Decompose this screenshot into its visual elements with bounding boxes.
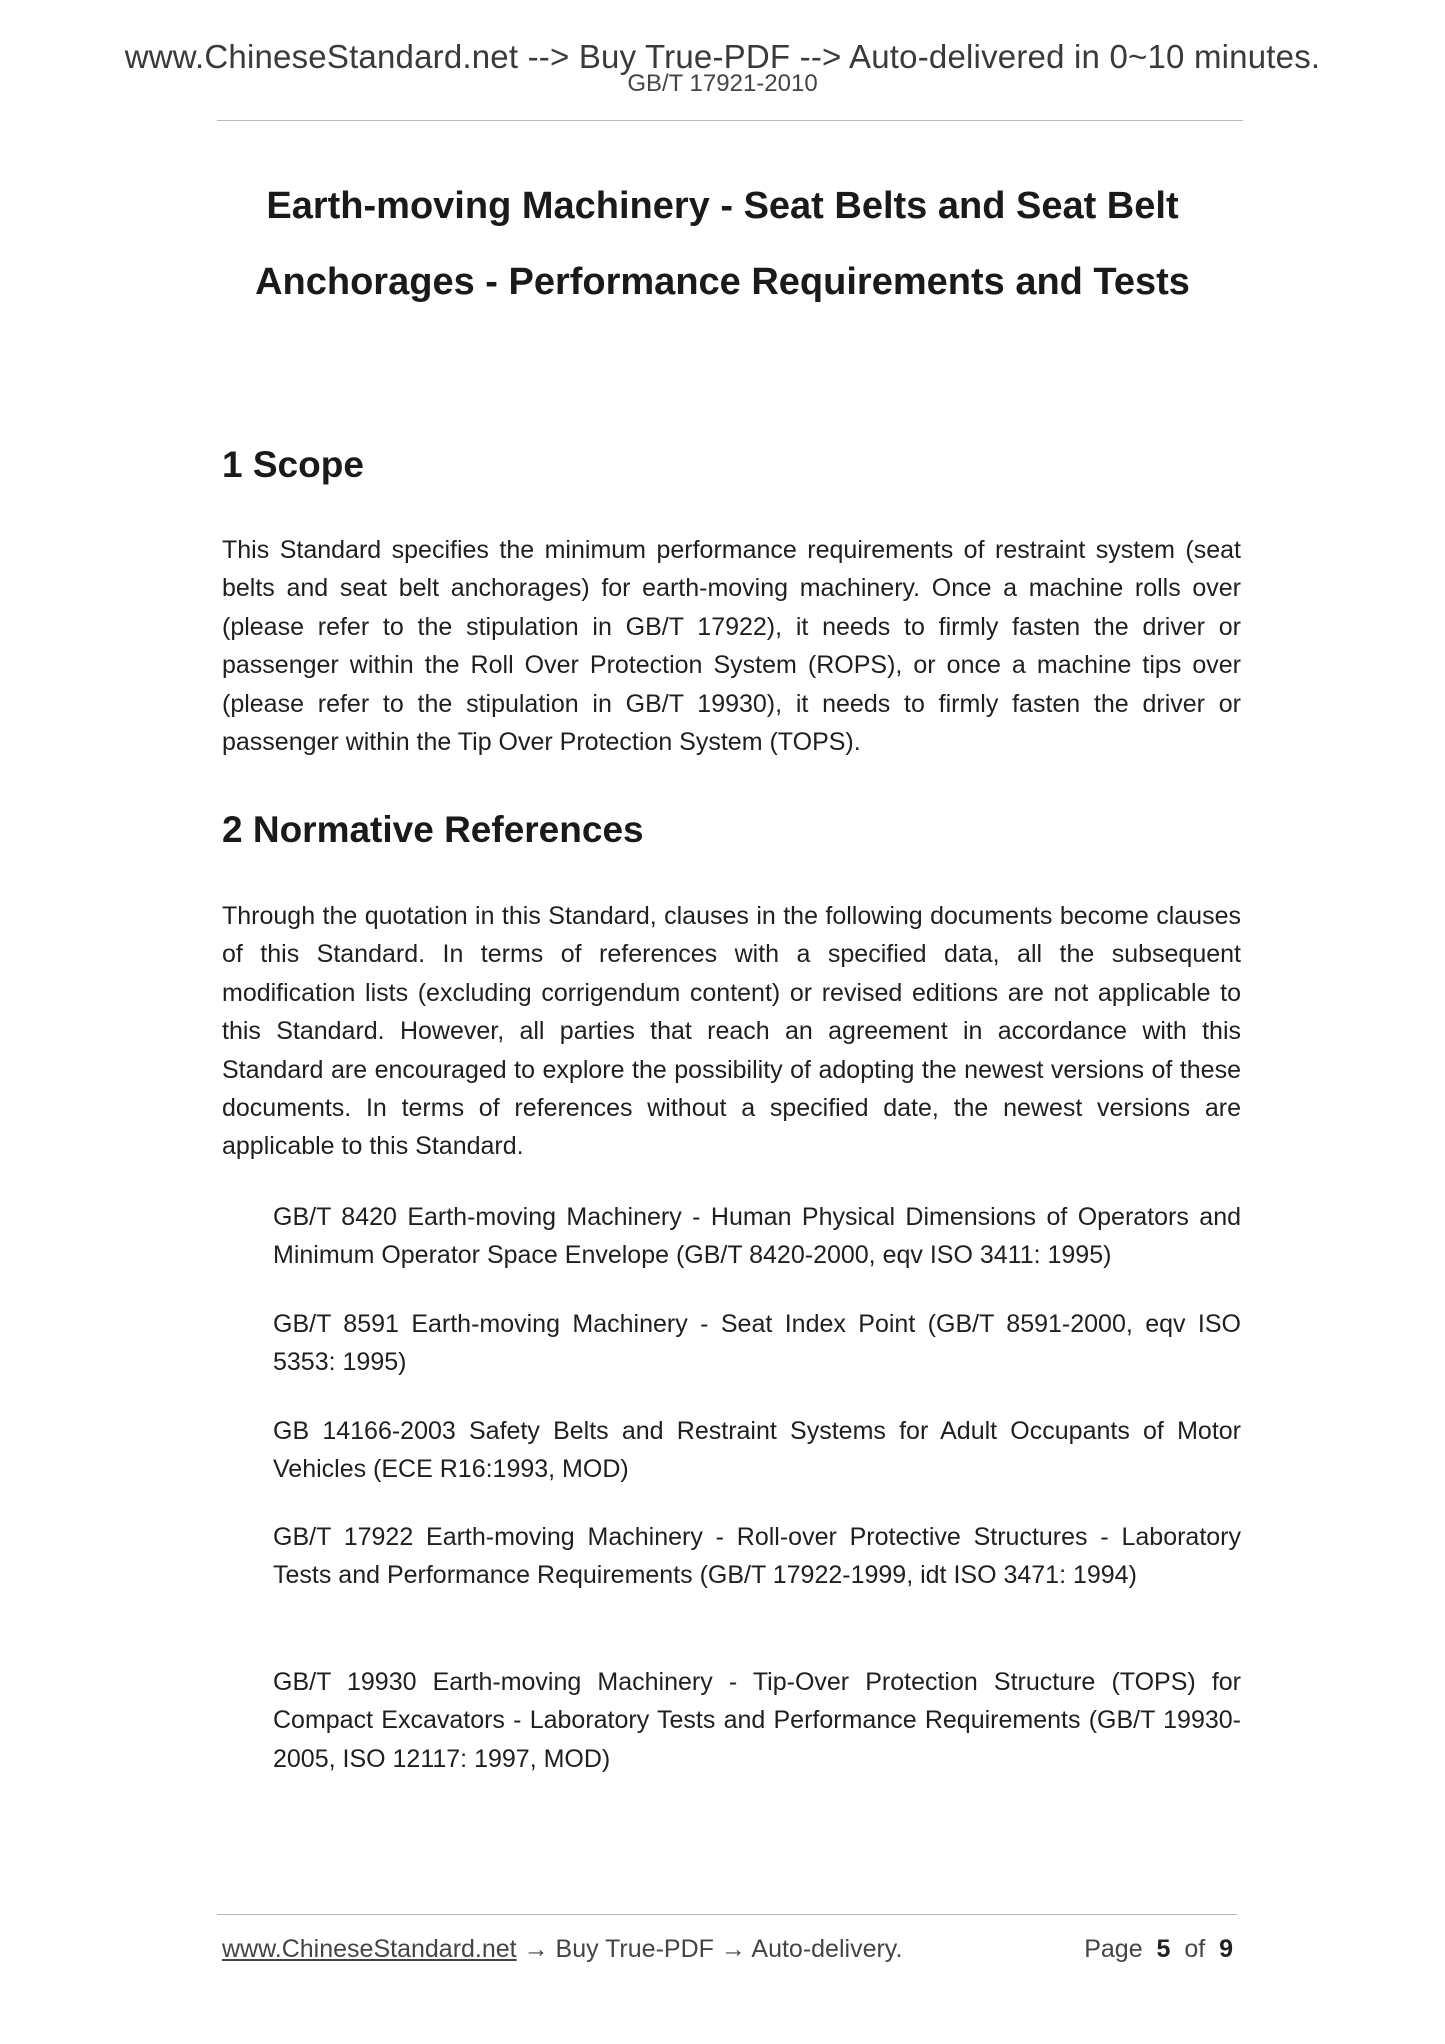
page-number <box>1084 1937 1233 1962</box>
page-total: 9 <box>1219 1935 1233 1963</box>
page-label: Page <box>1084 1935 1143 1963</box>
page-current: 5 <box>1156 1935 1171 1963</box>
document-number: GB/T 17921-2010 <box>627 70 818 97</box>
footer-promo <box>222 1937 902 1962</box>
section-heading-scope: 1 Scope <box>222 444 364 485</box>
reference-item: GB/T 17922 Earth-moving Machinery - Roll-over Protective Structures - Laboratory Tests and Performance Requirements (GB/T 17922-1999, idt ISO 3471: 1994) <box>273 1523 1241 1590</box>
header-divider <box>217 120 1243 121</box>
reference-item: GB/T 8591 Earth-moving Machinery - Seat Index Point (GB/T 8591-2000, eqv ISO 5353: 1995) <box>273 1310 1241 1377</box>
reference-item: GB/T 8420 Earth-moving Machinery - Human Physical Dimensions of Operators and Minimum Operator Space Envelope (GB/T 8420-2000, eqv ISO 3411: 1995) <box>273 1203 1241 1270</box>
document-title-line-1: Earth-moving Machinery - Seat Belts and Seat Belt <box>266 185 1179 227</box>
reference-item: GB 14166-2003 Safety Belts and Restraint Systems for Adult Occupants of Motor Vehicles (ECE R16:1993, MOD) <box>273 1417 1241 1484</box>
document-title-line-2: Anchorages - Performance Requirements and Tests <box>255 261 1190 303</box>
page-of-label: of <box>1184 1935 1206 1963</box>
scope-paragraph: This Standard specifies the minimum performance requirements of restraint system (seat belts and seat belt anchorages) for earth-moving machinery. Once a machine rolls over (please refer to the stipulation in GB/T 17922), it needs to firmly fasten the driver or passenger within the Roll Over Protection System (ROPS), or once a machine tips over (please refer to the stipulation in GB/T 19930), it needs to firmly fasten the driver or passenger within the Tip Over Protection System (TOPS). <box>222 536 1241 757</box>
footer-divider <box>217 1914 1237 1915</box>
footer-promo-text: → Buy True-PDF → Auto-delivery. <box>516 1935 903 1963</box>
site-banner: www.ChineseStandard.net --> Buy True-PDF --> Auto-delivered in 0~10 minutes. <box>124 38 1321 75</box>
reference-item: GB/T 19930 Earth-moving Machinery - Tip-Over Protection Structure (TOPS) for Compact Excavators - Laboratory Tests and Performance Requirements (GB/T 19930-2005, ISO 12117: 1997, MOD) <box>273 1668 1241 1773</box>
footer-site-link[interactable]: www.ChineseStandard.net <box>222 1935 517 1963</box>
section-heading-normative-references: 2 Normative References <box>222 809 644 850</box>
normative-references-paragraph: Through the quotation in this Standard, clauses in the following documents become clauses of this Standard. In terms of references with a specified data, all the subsequent modification lists (excluding corrigendum content) or revised editions are not applicable to this Standard. However, all parties that reach an agreement in accordance with this Standard are encouraged to explore the possibility of adopting the newest versions of these documents. In terms of references without a specified date, the newest versions are applicable to this Standard. <box>222 902 1241 1161</box>
